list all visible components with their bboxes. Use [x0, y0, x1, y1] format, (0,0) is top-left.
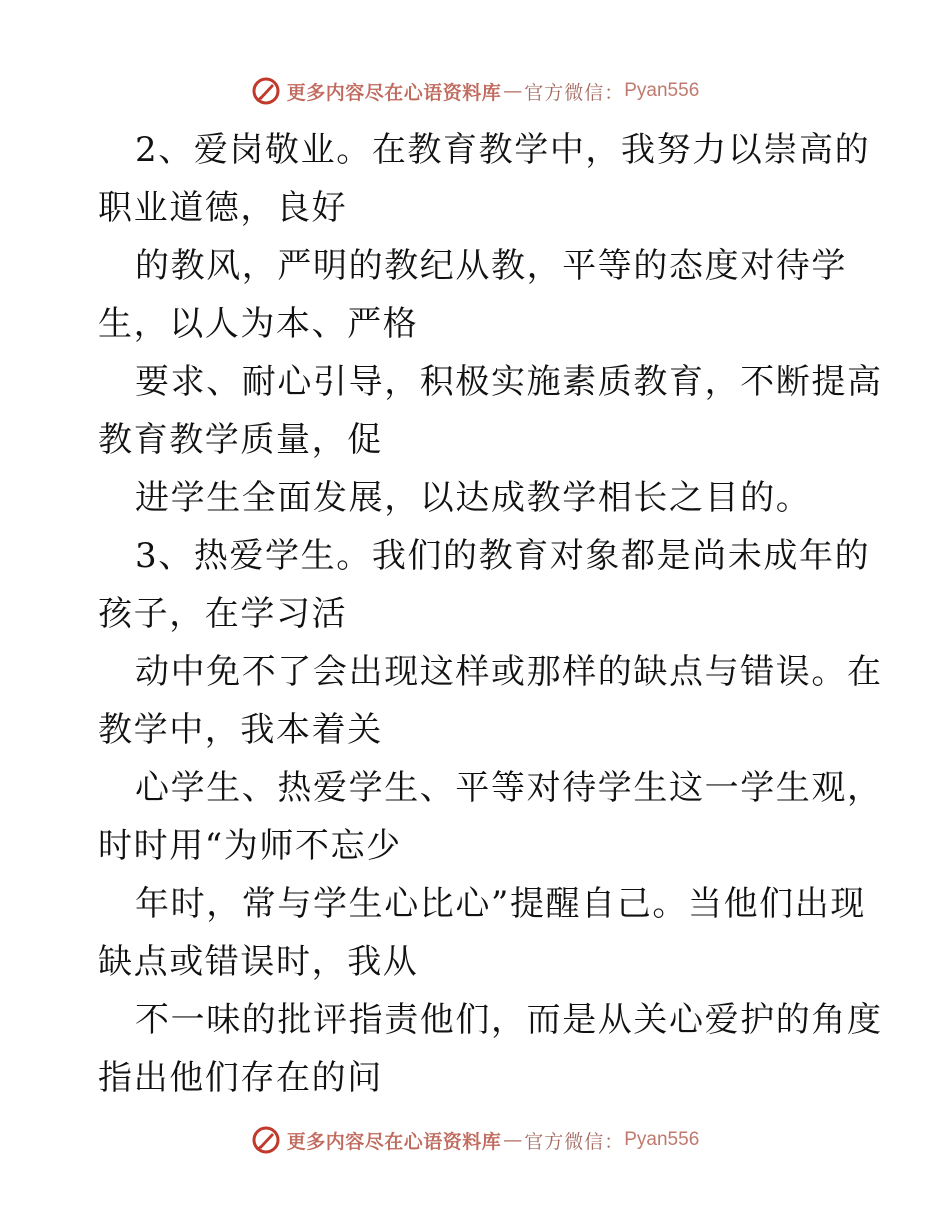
- footer-banner: [0, 1120, 950, 1160]
- text-line: 进学生全面发展，以达成教学相长之目的。: [135, 478, 812, 518]
- banner-brand: 更多内容尽在心语资料库: [286, 81, 502, 104]
- text-line: 孩子，在学习活: [98, 594, 348, 634]
- banner-wechat-label: 官方微信：: [524, 81, 625, 104]
- text-line: 教学中，我本着关: [98, 710, 383, 750]
- quill-logo-icon: [251, 1125, 281, 1155]
- banner-wechat-id: Pyan556: [624, 1129, 700, 1150]
- text-line: 3、热爱学生。我们的教育对象都是尚未成年的: [135, 536, 871, 576]
- text-line: 的教风，严明的教纪从教，平等的态度对待学: [135, 246, 847, 286]
- text-line: 年时，常与学生心比心”提醒自己。当他们出现: [135, 884, 866, 924]
- text-line: 时时用“为师不忘少: [98, 826, 402, 866]
- text-line: 不一味的批评指责他们，而是从关心爱护的角度: [135, 1000, 883, 1040]
- quill-logo-icon: [251, 76, 281, 106]
- text-line: 缺点或错误时，我从: [98, 942, 419, 982]
- banner-separator: —: [503, 1129, 523, 1151]
- header-banner: [0, 71, 950, 111]
- text-line: 动中免不了会出现这样或那样的缺点与错误。在: [135, 652, 883, 692]
- banner-wechat-id: Pyan556: [624, 80, 700, 101]
- text-line: 生，以人为本、严格: [98, 304, 419, 344]
- text-line: 要求、耐心引导，积极实施素质教育，不断提高: [135, 362, 883, 402]
- text-line: 心学生、热爱学生、平等对待学生这一学生观，: [135, 768, 883, 808]
- banner-brand: 更多内容尽在心语资料库: [286, 1130, 502, 1153]
- text-line: 指出他们存在的问: [98, 1058, 383, 1098]
- banner-wechat-label: 官方微信：: [524, 1130, 625, 1153]
- text-line: 2、爱岗敬业。在教育教学中，我努力以崇高的: [135, 130, 871, 170]
- banner-separator: —: [503, 80, 523, 102]
- text-line: 职业道德，良好: [98, 188, 348, 228]
- text-line: 教育教学质量，促: [98, 420, 383, 460]
